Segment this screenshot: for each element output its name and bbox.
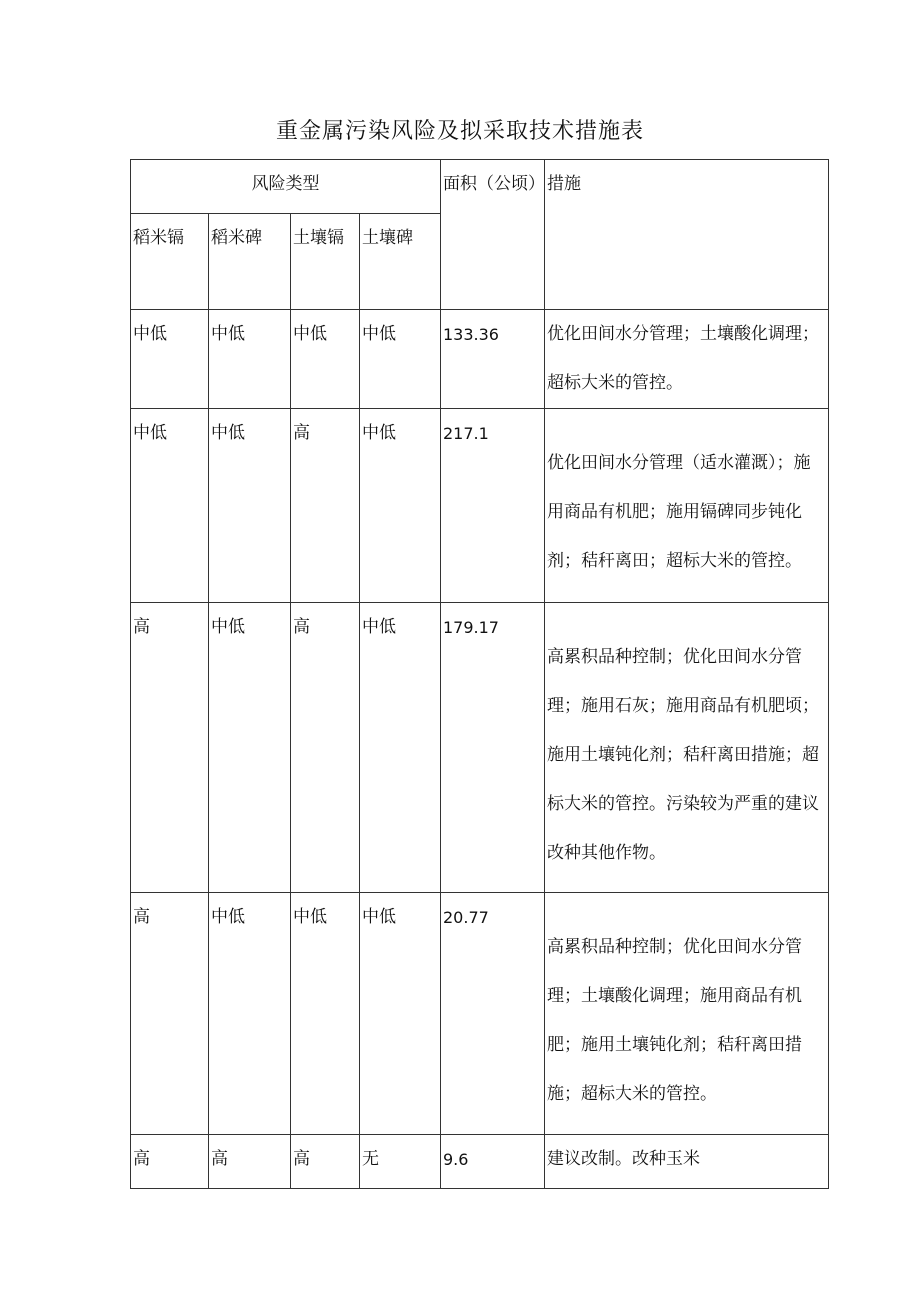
soil-cd-cell: 高 [291,603,360,893]
header-soil-as: 土壤碑 [360,214,441,310]
soil-as-cell: 中低 [360,310,441,409]
rice-as-cell: 中低 [209,310,291,409]
header-rice-cd: 稻米镉 [131,214,209,310]
soil-cd-cell: 中低 [291,893,360,1135]
rice-cd-cell: 高 [131,1135,209,1189]
table-row [131,1135,829,1189]
rice-as-cell: 中低 [209,603,291,893]
measures-cell: 高累积品种控制；优化田间水分管理；施用石灰；施用商品有机肥顷；施用土壤钝化剂；秸秆离田措施；超标大米的管控。污染较为严重的建议改种其他作物。 [545,603,829,893]
area-cell: 217.1 [441,409,545,603]
header-rice-as: 稻米碑 [209,214,291,310]
rice-as-cell: 高 [209,1135,291,1189]
table-row [131,603,829,893]
measures-cell: 优化田间水分管理（适水灌溉）；施用商品有机肥；施用镉碑同步钝化剂；秸秆离田；超标大米的管控。 [545,409,829,603]
rice-as-cell: 中低 [209,409,291,603]
page-title: 重金属污染风险及拟采取技术措施表 [275,119,644,144]
rice-cd-cell: 中低 [131,409,209,603]
measures-cell: 建议改制。改种玉米 [545,1135,829,1189]
area-cell: 179.17 [441,603,545,893]
measures-cell: 优化田间水分管理；土壤酸化调理；超标大米的管控。 [545,310,829,409]
rice-cd-cell: 高 [131,603,209,893]
soil-as-cell: 无 [360,1135,441,1189]
header-risk-type: 风险类型 [131,160,441,214]
table-row [131,893,829,1135]
header-measures: 措施 [545,160,829,310]
area-cell: 9.6 [441,1135,545,1189]
soil-as-cell: 中低 [360,893,441,1135]
soil-cd-cell: 高 [291,409,360,603]
header-area: 面积（公顷） [441,160,545,310]
risk-measures-table [130,159,829,1189]
area-cell: 133.36 [441,310,545,409]
rice-as-cell: 中低 [209,893,291,1135]
table-row [131,310,829,409]
header-soil-cd: 土壤镉 [291,214,360,310]
rice-cd-cell: 高 [131,893,209,1135]
measures-cell: 高累积品种控制；优化田间水分管理；土壤酸化调理；施用商品有机肥；施用土壤钝化剂；秸秆离田措施；超标大米的管控。 [545,893,829,1135]
table-row [131,409,829,603]
area-cell: 20.77 [441,893,545,1135]
soil-cd-cell: 高 [291,1135,360,1189]
soil-as-cell: 中低 [360,603,441,893]
header-row [131,160,829,214]
soil-as-cell: 中低 [360,409,441,603]
soil-cd-cell: 中低 [291,310,360,409]
rice-cd-cell: 中低 [131,310,209,409]
